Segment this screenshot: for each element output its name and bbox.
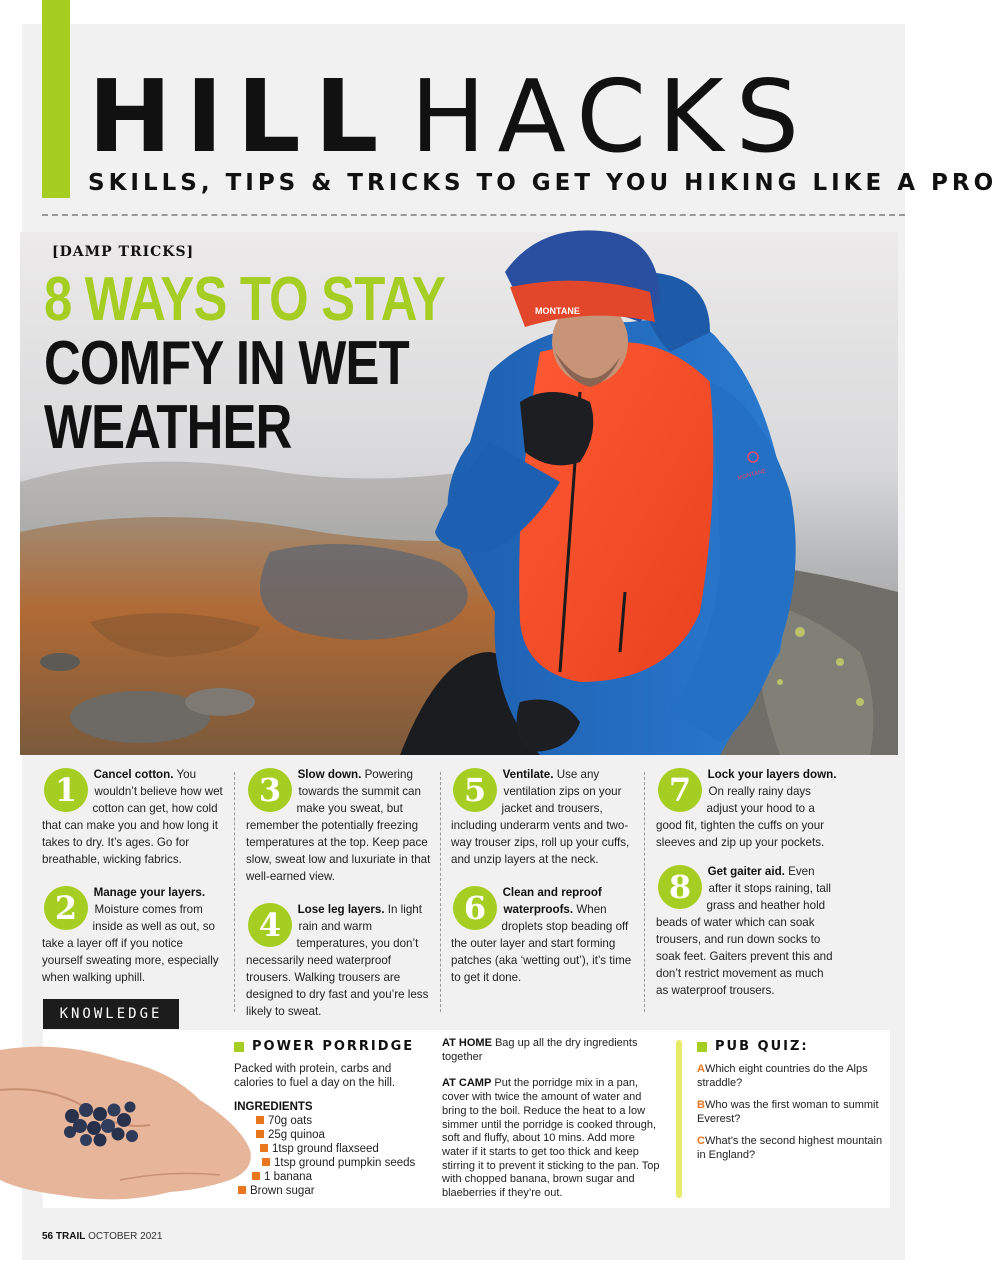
masthead-accent-bar: [42, 0, 70, 198]
question-letter: C: [697, 1135, 705, 1147]
tip-title: Ventilate.: [502, 768, 554, 781]
tip-number-3: 3: [248, 768, 292, 812]
headline-line-2: COMFY IN WET: [44, 329, 409, 398]
knowledge-label: KNOWLEDGE: [43, 999, 179, 1029]
page-number: 56: [42, 1231, 54, 1242]
masthead-title-bold: HILL: [88, 58, 393, 175]
feature-kicker: [DAMP TRICKS]: [52, 244, 195, 260]
column-divider: [440, 772, 441, 1012]
quiz-question-a: [697, 1062, 887, 1090]
tip-title: Lose leg layers.: [297, 903, 385, 916]
quiz-question-b: [697, 1098, 887, 1126]
hat-brand-text: MONTANE: [535, 306, 580, 316]
quiz-title-text: PUB QUIZ:: [715, 1039, 809, 1054]
headline-green: 8 WAYS TO STAY: [44, 265, 446, 334]
issue-date: OCTOBER 2021: [88, 1231, 163, 1242]
porridge-title-text: POWER PORRIDGE: [252, 1039, 415, 1054]
tip-body: In light rain and warm temperatures, you don’t necessarily need waterproof trousers. Walking trousers are designed to dry fast and you’re less likely to sweat.: [246, 903, 429, 1018]
tips-column-4: [656, 766, 838, 1014]
tip-number-7: 7: [658, 768, 702, 812]
ingredient-item: [234, 1128, 434, 1142]
column-divider: [234, 772, 235, 1012]
method-at-camp: [442, 1077, 660, 1200]
quiz-question-c: [697, 1134, 887, 1162]
quiz-divider: [676, 1040, 682, 1198]
tip-title: Get gaiter aid.: [707, 865, 785, 878]
tip-1: [42, 766, 225, 868]
method-at-home: [442, 1037, 660, 1064]
pub-quiz: [697, 1040, 887, 1162]
tip-title: Cancel cotton.: [93, 768, 174, 781]
tip-number-6: 6: [453, 886, 497, 930]
question-text: Which eight countries do the Alps straddle?: [697, 1063, 868, 1089]
bullet-icon: [260, 1144, 268, 1152]
masthead-divider: [42, 214, 905, 216]
ingredient-item: [234, 1170, 434, 1184]
porridge-intro: Packed with protein, carbs and calories to fuel a day on the hill.: [234, 1063, 396, 1089]
method-camp-text: Put the porridge mix in a pan, cover with twice the amount of water and bring to the boil. Reduce the heat to a low simmer until the porridge is cooked through, soft and fluffy, about 10 mins. Add more water if it starts to get too thick and keep stirring it to prevent it sticking to the pan. Top with chopped banana, brown sugar and blaeberries if they’re out.: [442, 1077, 660, 1200]
bullet-icon: [256, 1130, 264, 1138]
bullet-icon: [256, 1116, 264, 1124]
page-footer: [42, 1231, 162, 1242]
question-text: What’s the second highest mountain in England?: [697, 1135, 883, 1161]
tip-8: [656, 863, 838, 999]
tip-7: [656, 766, 838, 851]
masthead-title: [88, 58, 811, 175]
ingredient-item: [234, 1114, 434, 1128]
tip-body: When droplets stop beading off the outer layer and start forming patches (aka ‘wetting out’), it’s time to get it done.: [451, 903, 632, 984]
porridge-title: [234, 1040, 434, 1054]
tip-6: [451, 884, 633, 986]
bullet-icon: [252, 1172, 260, 1180]
tip-number-2: 2: [44, 886, 88, 930]
tip-body: Moisture comes from inside as well as out, so take a layer off if you notice yourself sweating more, especially when walking uphill.: [42, 903, 219, 984]
jacket-logo-text: MONTANE: [736, 468, 768, 482]
hand-with-blueberries-image: [0, 1030, 260, 1220]
green-square-icon: [234, 1042, 244, 1052]
tip-number-5: 5: [453, 768, 497, 812]
ingredient-text: 1tsp ground flaxseed: [272, 1143, 379, 1155]
ingredients-title: INGREDIENTS: [234, 1101, 313, 1113]
porridge-method: [442, 1037, 660, 1201]
question-letter: B: [697, 1099, 705, 1111]
tip-title: Clean and reproof waterproofs.: [502, 886, 602, 916]
tip-body: Even after it stops raining, tall grass and heather hold beads of water which can soak trousers, and run down socks to soak feet. Gaiters prevent this and don’t restrict movement as much as waterproof trousers.: [656, 865, 833, 997]
ingredient-text: 1 banana: [264, 1171, 312, 1183]
headline-line-3: WEATHER: [44, 393, 292, 462]
quiz-title: [697, 1040, 887, 1054]
tip-body: On really rainy days adjust your hood to a good fit, tighten the cuffs on your sleeves and zip up your pockets.: [656, 785, 825, 849]
ingredient-text: 70g oats: [268, 1115, 313, 1127]
tip-4: [246, 901, 432, 1020]
tip-title: Slow down.: [297, 768, 362, 781]
tip-2: [42, 884, 225, 986]
tip-number-8: 8: [658, 865, 702, 909]
tip-body: You wouldn’t believe how wet cotton can get, how cold that can make you and how long it takes to dry. It’s ages. Go for breathable, wicking fabrics.: [42, 768, 223, 866]
tip-title: Lock your layers down.: [707, 768, 837, 781]
tip-3: [246, 766, 432, 885]
ingredient-item: [234, 1184, 434, 1198]
method-camp-label: AT CAMP: [442, 1077, 492, 1090]
ingredient-item: [234, 1142, 434, 1156]
question-text: Who was the first woman to summit Everest?: [697, 1099, 879, 1125]
method-home-label: AT HOME: [442, 1037, 492, 1049]
tip-5: [451, 766, 633, 868]
ingredients-list: [234, 1114, 434, 1198]
magazine-name: TRAIL: [55, 1231, 86, 1242]
masthead-title-light: HACKS: [410, 58, 812, 175]
column-divider: [644, 772, 645, 1012]
ingredient-text: Brown sugar: [250, 1185, 315, 1197]
tip-body: Powering towards the summit can make you sweat, but remember the potentially freezing temperatures at the top. Keep pace slow, sweat low and luxuriate in that well-earned view.: [246, 768, 431, 883]
ingredient-text: 25g quinoa: [268, 1129, 325, 1141]
feature-headline: [44, 265, 446, 462]
tip-title: Manage your layers.: [93, 886, 206, 899]
ingredient-item: [234, 1156, 434, 1170]
tips-column-2: [246, 766, 432, 1018]
tips-section: [40, 766, 885, 1016]
question-letter: A: [697, 1063, 705, 1075]
ingredient-text: 1tsp ground pumpkin seeds: [274, 1157, 416, 1169]
tips-column-3: [451, 766, 633, 1014]
tip-body: Use any ventilation zips on your jacket and trousers, including underarm vents and two-way trouser zips, roll up your cuffs, and unzip layers at the neck.: [451, 768, 630, 866]
masthead-subtitle: SKILLS, TIPS & TRICKS TO GET YOU HIKING LIKE A PRO: [88, 170, 997, 196]
green-square-icon: [697, 1042, 707, 1052]
tip-number-4: 4: [248, 903, 292, 947]
bullet-icon: [262, 1158, 270, 1166]
tip-number-1: 1: [44, 768, 88, 812]
porridge-recipe: [234, 1040, 434, 1198]
bullet-icon: [238, 1186, 246, 1194]
method-home-text: Bag up all the dry ingredients together: [442, 1037, 638, 1063]
tips-column-1: [42, 766, 225, 1014]
